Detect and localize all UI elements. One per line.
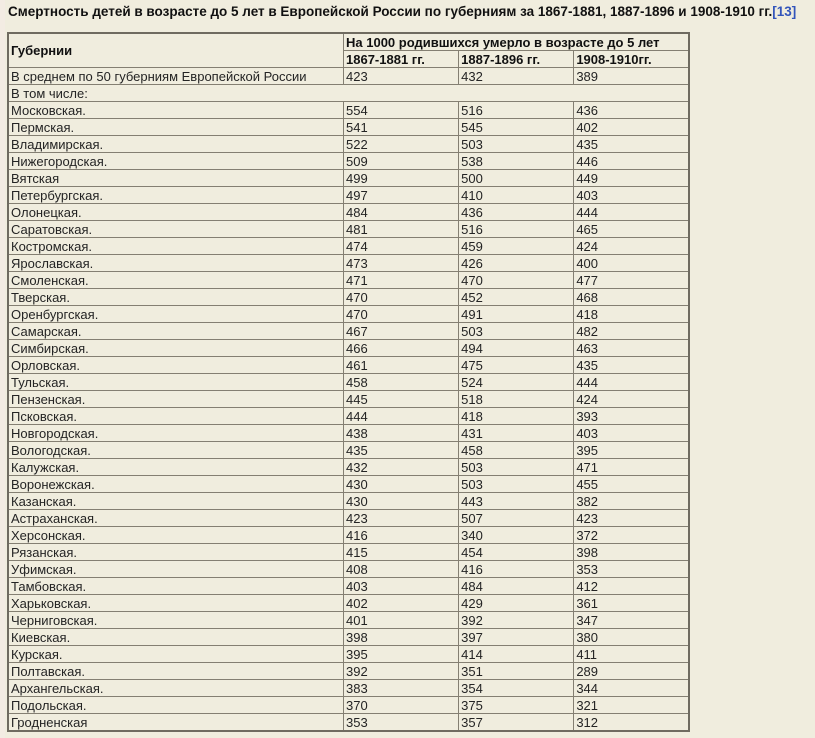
province-name: Казанская. bbox=[8, 493, 344, 510]
table-row bbox=[8, 153, 689, 170]
mortality-value: 347 bbox=[574, 612, 689, 629]
mortality-value: 497 bbox=[344, 187, 459, 204]
table-row bbox=[8, 578, 689, 595]
section-label: В том числе: bbox=[8, 85, 689, 102]
mortality-value: 438 bbox=[344, 425, 459, 442]
year-column-header-2: 1887-1896 гг. bbox=[459, 51, 574, 68]
table-row bbox=[8, 306, 689, 323]
province-name: Курская. bbox=[8, 646, 344, 663]
mortality-value: 541 bbox=[344, 119, 459, 136]
mortality-value: 354 bbox=[459, 680, 574, 697]
mortality-value: 432 bbox=[344, 459, 459, 476]
mortality-value: 545 bbox=[459, 119, 574, 136]
mortality-value: 481 bbox=[344, 221, 459, 238]
mortality-value: 344 bbox=[574, 680, 689, 697]
mortality-value: 372 bbox=[574, 527, 689, 544]
mortality-value: 426 bbox=[459, 255, 574, 272]
mortality-value: 429 bbox=[459, 595, 574, 612]
mortality-value: 415 bbox=[344, 544, 459, 561]
mortality-value: 414 bbox=[459, 646, 574, 663]
mortality-value: 431 bbox=[459, 425, 574, 442]
mortality-value: 436 bbox=[574, 102, 689, 119]
mortality-value: 458 bbox=[344, 374, 459, 391]
mortality-value: 423 bbox=[574, 510, 689, 527]
mortality-value: 435 bbox=[574, 357, 689, 374]
mortality-value: 416 bbox=[459, 561, 574, 578]
table-row bbox=[8, 238, 689, 255]
mortality-value: 538 bbox=[459, 153, 574, 170]
page-edge-strip bbox=[0, 0, 5, 738]
table-row bbox=[8, 408, 689, 425]
mortality-value: 516 bbox=[459, 221, 574, 238]
mortality-value: 392 bbox=[344, 663, 459, 680]
province-name: Архангельская. bbox=[8, 680, 344, 697]
mortality-value: 321 bbox=[574, 697, 689, 714]
table-row bbox=[8, 204, 689, 221]
table-row bbox=[8, 425, 689, 442]
mortality-value: 424 bbox=[574, 238, 689, 255]
mortality-value: 380 bbox=[574, 629, 689, 646]
mortality-value: 289 bbox=[574, 663, 689, 680]
mortality-value: 500 bbox=[459, 170, 574, 187]
mortality-value: 435 bbox=[574, 136, 689, 153]
table-row bbox=[8, 391, 689, 408]
mortality-value: 494 bbox=[459, 340, 574, 357]
mortality-value: 353 bbox=[574, 561, 689, 578]
mortality-value: 383 bbox=[344, 680, 459, 697]
mortality-value: 412 bbox=[574, 578, 689, 595]
province-name: Киевская. bbox=[8, 629, 344, 646]
province-name: Саратовская. bbox=[8, 221, 344, 238]
table-row bbox=[8, 476, 689, 493]
table-row bbox=[8, 289, 689, 306]
citation-link[interactable]: [13] bbox=[772, 4, 797, 19]
mortality-value: 430 bbox=[344, 476, 459, 493]
mortality-value: 446 bbox=[574, 153, 689, 170]
mortality-value: 503 bbox=[459, 459, 574, 476]
province-name: Тамбовская. bbox=[8, 578, 344, 595]
table-row bbox=[8, 340, 689, 357]
table-row bbox=[8, 102, 689, 119]
table-header bbox=[8, 33, 689, 68]
mortality-value: 516 bbox=[459, 102, 574, 119]
table-row bbox=[8, 646, 689, 663]
province-name: Астраханская. bbox=[8, 510, 344, 527]
table-row bbox=[8, 663, 689, 680]
table-row bbox=[8, 510, 689, 527]
mortality-value: 507 bbox=[459, 510, 574, 527]
mortality-value: 418 bbox=[459, 408, 574, 425]
province-name: Полтавская. bbox=[8, 663, 344, 680]
province-name: Воронежская. bbox=[8, 476, 344, 493]
mortality-value: 465 bbox=[574, 221, 689, 238]
header-row-group bbox=[8, 33, 689, 51]
province-name: Подольская. bbox=[8, 697, 344, 714]
table-row bbox=[8, 170, 689, 187]
table-row bbox=[8, 629, 689, 646]
province-name: Нижегородская. bbox=[8, 153, 344, 170]
mortality-value: 484 bbox=[344, 204, 459, 221]
mortality-value: 466 bbox=[344, 340, 459, 357]
province-name: Костромская. bbox=[8, 238, 344, 255]
province-name: Орловская. bbox=[8, 357, 344, 374]
table-row bbox=[8, 561, 689, 578]
mortality-value: 518 bbox=[459, 391, 574, 408]
mortality-table bbox=[7, 32, 690, 732]
province-name: Оренбургская. bbox=[8, 306, 344, 323]
mortality-value: 402 bbox=[344, 595, 459, 612]
province-name: Тверская. bbox=[8, 289, 344, 306]
province-name: Московская. bbox=[8, 102, 344, 119]
mortality-value: 398 bbox=[344, 629, 459, 646]
mortality-value: 470 bbox=[459, 272, 574, 289]
table-row bbox=[8, 493, 689, 510]
mortality-value: 444 bbox=[574, 374, 689, 391]
mortality-value: 509 bbox=[344, 153, 459, 170]
mortality-value: 403 bbox=[574, 425, 689, 442]
table-row bbox=[8, 442, 689, 459]
province-name: Пензенская. bbox=[8, 391, 344, 408]
mortality-value: 455 bbox=[574, 476, 689, 493]
mortality-value: 471 bbox=[574, 459, 689, 476]
page-title bbox=[8, 4, 808, 20]
mortality-value: 461 bbox=[344, 357, 459, 374]
page-title-text: Смертность детей в возрасте до 5 лет в Европейской России по губерниям за 1867-1881, 1887-1896 и 1908-1910 гг. bbox=[8, 4, 773, 19]
table-row bbox=[8, 187, 689, 204]
mortality-value: 491 bbox=[459, 306, 574, 323]
province-name: Симбирская. bbox=[8, 340, 344, 357]
province-name: Рязанская. bbox=[8, 544, 344, 561]
province-name: Гродненская bbox=[8, 714, 344, 732]
province-name: Херсонская. bbox=[8, 527, 344, 544]
province-name: Вологодская. bbox=[8, 442, 344, 459]
mortality-value: 408 bbox=[344, 561, 459, 578]
mortality-value: 475 bbox=[459, 357, 574, 374]
mortality-value: 468 bbox=[574, 289, 689, 306]
table-row bbox=[8, 221, 689, 238]
mortality-value: 312 bbox=[574, 714, 689, 732]
mortality-value: 403 bbox=[574, 187, 689, 204]
mortality-value: 454 bbox=[459, 544, 574, 561]
mortality-value: 449 bbox=[574, 170, 689, 187]
mortality-value: 389 bbox=[574, 68, 689, 85]
province-name: Вятская bbox=[8, 170, 344, 187]
mortality-value: 467 bbox=[344, 323, 459, 340]
province-name: Петербургская. bbox=[8, 187, 344, 204]
table-row bbox=[8, 697, 689, 714]
mortality-value: 418 bbox=[574, 306, 689, 323]
mortality-value: 499 bbox=[344, 170, 459, 187]
year-column-header-3: 1908-1910гг. bbox=[574, 51, 689, 68]
province-name: Новгородская. bbox=[8, 425, 344, 442]
mortality-value: 470 bbox=[344, 306, 459, 323]
mortality-value: 484 bbox=[459, 578, 574, 595]
mortality-value: 401 bbox=[344, 612, 459, 629]
mortality-value: 400 bbox=[574, 255, 689, 272]
province-name: Самарская. bbox=[8, 323, 344, 340]
table-row bbox=[8, 68, 689, 85]
mortality-value: 395 bbox=[344, 646, 459, 663]
mortality-value: 524 bbox=[459, 374, 574, 391]
mortality-value: 459 bbox=[459, 238, 574, 255]
mortality-value: 432 bbox=[459, 68, 574, 85]
mortality-value: 361 bbox=[574, 595, 689, 612]
mortality-value: 382 bbox=[574, 493, 689, 510]
mortality-value: 402 bbox=[574, 119, 689, 136]
mortality-value: 340 bbox=[459, 527, 574, 544]
mortality-value: 435 bbox=[344, 442, 459, 459]
mortality-value: 423 bbox=[344, 510, 459, 527]
province-name: Ярославская. bbox=[8, 255, 344, 272]
mortality-value: 522 bbox=[344, 136, 459, 153]
mortality-value: 458 bbox=[459, 442, 574, 459]
mortality-value: 503 bbox=[459, 323, 574, 340]
mortality-value: 416 bbox=[344, 527, 459, 544]
mortality-value: 443 bbox=[459, 493, 574, 510]
mortality-value: 445 bbox=[344, 391, 459, 408]
province-name: В среднем по 50 губерниям Европейской России bbox=[8, 68, 344, 85]
table-row bbox=[8, 136, 689, 153]
mortality-value: 554 bbox=[344, 102, 459, 119]
table-row bbox=[8, 527, 689, 544]
mortality-value: 351 bbox=[459, 663, 574, 680]
mortality-value: 430 bbox=[344, 493, 459, 510]
province-name: Олонецкая. bbox=[8, 204, 344, 221]
province-name: Псковская. bbox=[8, 408, 344, 425]
mortality-value: 463 bbox=[574, 340, 689, 357]
provinces-column-header: Губернии bbox=[8, 33, 344, 68]
group-column-header: На 1000 родившихся умерло в возрасте до 5 лет bbox=[344, 33, 690, 51]
mortality-value: 482 bbox=[574, 323, 689, 340]
table-row bbox=[8, 323, 689, 340]
province-name: Черниговская. bbox=[8, 612, 344, 629]
mortality-value: 424 bbox=[574, 391, 689, 408]
mortality-value: 452 bbox=[459, 289, 574, 306]
table-row bbox=[8, 680, 689, 697]
mortality-value: 398 bbox=[574, 544, 689, 561]
table-row bbox=[8, 714, 689, 732]
province-name: Калужская. bbox=[8, 459, 344, 476]
mortality-value: 392 bbox=[459, 612, 574, 629]
province-name: Пермская. bbox=[8, 119, 344, 136]
table-body bbox=[8, 68, 689, 732]
mortality-value: 423 bbox=[344, 68, 459, 85]
table-row bbox=[8, 595, 689, 612]
mortality-value: 393 bbox=[574, 408, 689, 425]
mortality-value: 397 bbox=[459, 629, 574, 646]
table-row bbox=[8, 374, 689, 391]
province-name: Тульская. bbox=[8, 374, 344, 391]
province-name: Смоленская. bbox=[8, 272, 344, 289]
mortality-value: 403 bbox=[344, 578, 459, 595]
mortality-value: 477 bbox=[574, 272, 689, 289]
mortality-value: 470 bbox=[344, 289, 459, 306]
mortality-value: 395 bbox=[574, 442, 689, 459]
year-column-header-1: 1867-1881 гг. bbox=[344, 51, 459, 68]
mortality-value: 410 bbox=[459, 187, 574, 204]
mortality-value: 444 bbox=[344, 408, 459, 425]
mortality-value: 473 bbox=[344, 255, 459, 272]
mortality-value: 436 bbox=[459, 204, 574, 221]
mortality-value: 474 bbox=[344, 238, 459, 255]
mortality-value: 444 bbox=[574, 204, 689, 221]
mortality-value: 503 bbox=[459, 136, 574, 153]
mortality-value: 411 bbox=[574, 646, 689, 663]
table-row bbox=[8, 255, 689, 272]
province-name: Владимирская. bbox=[8, 136, 344, 153]
mortality-value: 353 bbox=[344, 714, 459, 732]
article-content bbox=[7, 0, 809, 732]
mortality-value: 375 bbox=[459, 697, 574, 714]
mortality-value: 471 bbox=[344, 272, 459, 289]
table-row bbox=[8, 85, 689, 102]
province-name: Уфимская. bbox=[8, 561, 344, 578]
table-row bbox=[8, 612, 689, 629]
table-row bbox=[8, 272, 689, 289]
province-name: Харьковская. bbox=[8, 595, 344, 612]
mortality-value: 370 bbox=[344, 697, 459, 714]
table-row bbox=[8, 119, 689, 136]
mortality-value: 503 bbox=[459, 476, 574, 493]
table-row bbox=[8, 459, 689, 476]
table-row bbox=[8, 544, 689, 561]
mortality-value: 357 bbox=[459, 714, 574, 732]
table-row bbox=[8, 357, 689, 374]
